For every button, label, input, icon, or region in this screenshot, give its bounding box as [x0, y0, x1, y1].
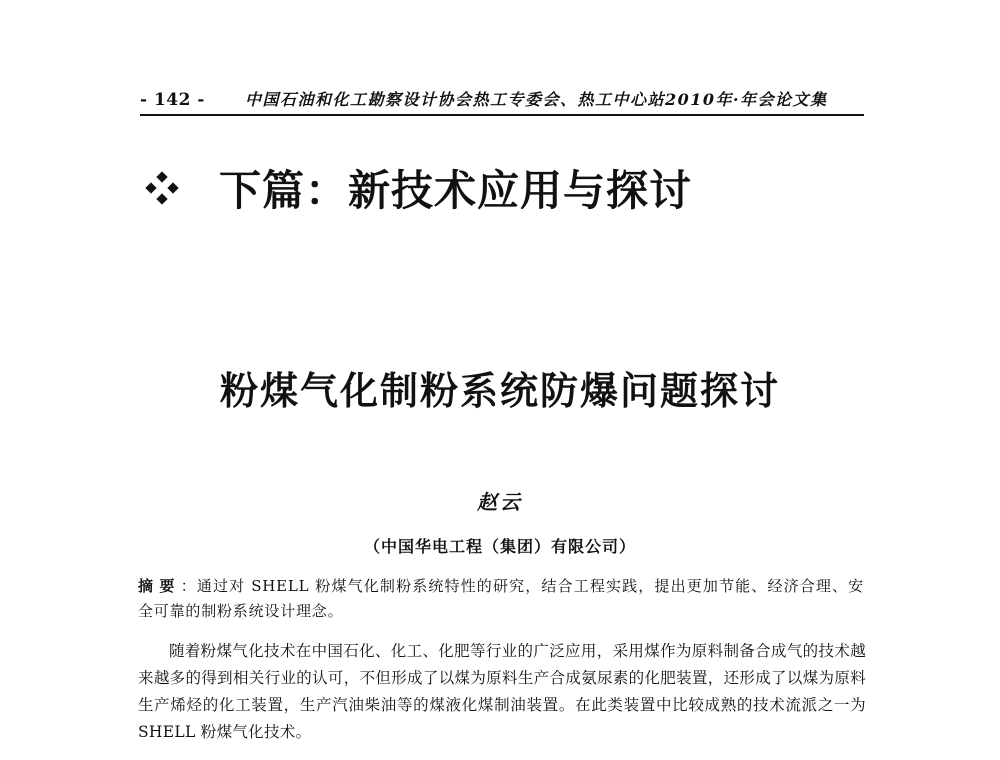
running-header [140, 84, 862, 110]
diamond-bullet-icon [145, 171, 179, 205]
article-title: 粉煤气化制粉系统防爆问题探讨 [219, 368, 780, 413]
author-affiliation: （中国华电工程（集团）有限公司） [363, 537, 636, 556]
journal-name: 中国石油和化工勘察设计协会热工专委会、热工中心站2010年·年会论文集 [244, 90, 828, 109]
abstract-label: 摘要 [138, 577, 181, 595]
body-paragraph: 随着粉煤气化技术在中国石化、化工、化肥等行业的广泛应用，采用煤作为原料制备合成气的技术越来越多的得到相关行业的认可，不但形成了以煤为原料生产合成氨尿素的化肥装置，还形成了以煤为原料生产烯烃的化工装置，生产汽油柴油等的煤液化煤制油装置。在此类装置中比较成熟的技术流派之一为 SHELL 粉煤气化技术。 [138, 642, 866, 741]
section-title: 下篇：新技术应用与探讨 [219, 166, 693, 215]
section-heading [145, 158, 692, 218]
header-rule [140, 114, 864, 116]
body-text [138, 638, 866, 746]
page-number: - 142 - [140, 90, 205, 110]
abstract-text: ：通过对 SHELL 粉煤气化制粉系统特性的研究，结合工程实践，提出更加节能、经济合理、安全可靠的制粉系统设计理念。 [138, 577, 864, 620]
abstract [138, 574, 864, 624]
author-name: 赵云 [477, 490, 523, 514]
